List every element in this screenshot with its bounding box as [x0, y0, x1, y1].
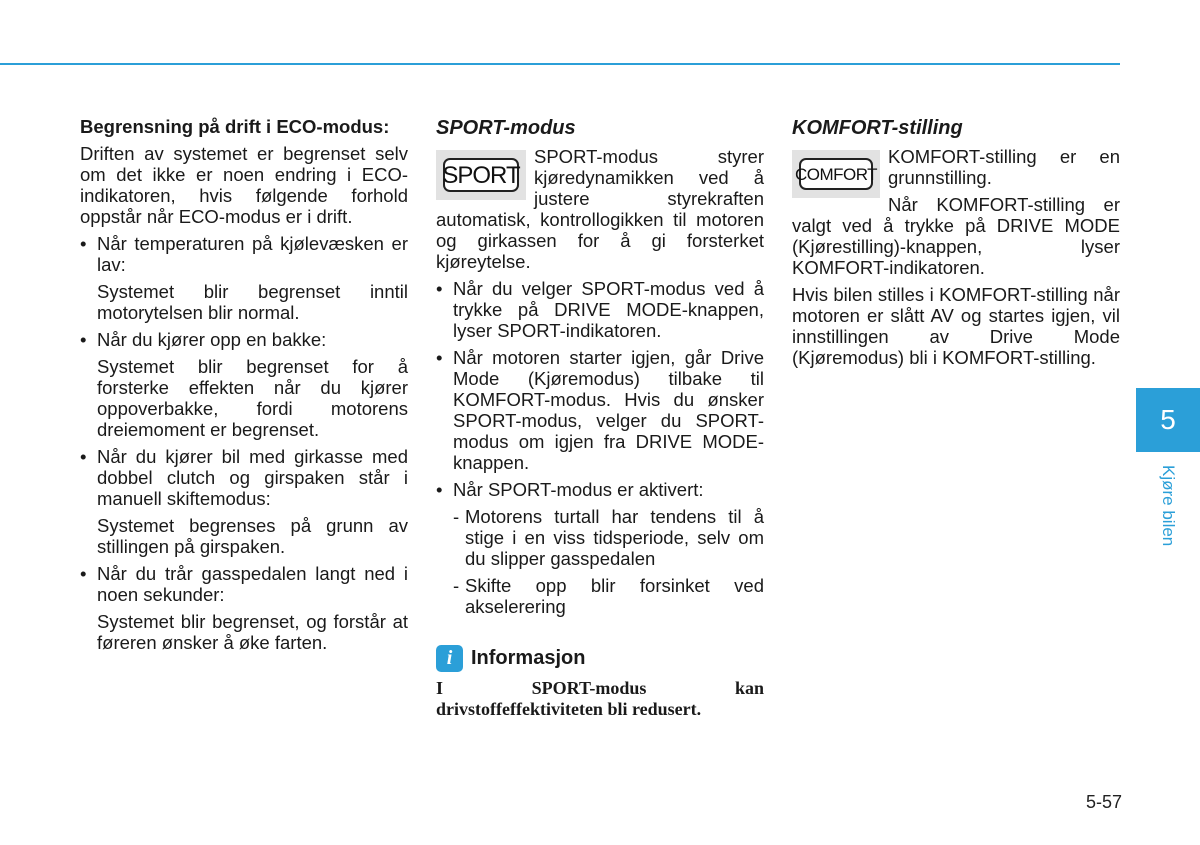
- sub-list-item: - Skifte opp blir forsinket ved akselerering: [436, 575, 764, 617]
- sport-mode-list: [436, 278, 764, 500]
- list-item-detail: Systemet begrenses på grunn av stillingen på girspaken.: [97, 515, 408, 557]
- eco-limit-intro: Driften av systemet er begrenset selv om det ikke er noen endring i ECO-indikatoren, hvis følgende forhold oppstår når ECO-modus er i drift.: [80, 143, 408, 227]
- info-text: I SPORT-modus kan drivstoffeffektiviteten bli redusert.: [436, 678, 764, 719]
- list-item-detail: Systemet blir begrenset, og forstår at føreren ønsker å øke farten.: [97, 611, 408, 653]
- info-icon: i: [436, 645, 463, 672]
- chapter-label: [1136, 456, 1200, 556]
- comfort-mode-title: KOMFORT-stilling: [792, 117, 963, 139]
- list-item: • Når du kjører opp en bakke:: [80, 329, 408, 350]
- chapter-number-tab: 5: [1136, 388, 1200, 452]
- chapter-label-text: Kjøre bilen: [1159, 465, 1178, 547]
- list-item-detail: Systemet blir begrenset for å forsterke effekten når du kjører oppoverbakke, fordi motorens dreiemoment er begrenset.: [97, 356, 408, 440]
- left-column: [80, 116, 408, 659]
- list-item: • Når du kjører bil med girkasse med dobbel clutch og girspaken står i manuell skiftemodus:: [80, 446, 408, 509]
- info-header: [436, 645, 764, 672]
- comfort-mode-icon: COMFORT: [799, 158, 873, 190]
- eco-limit-heading: Begrensning på drift i ECO-modus:: [80, 116, 390, 137]
- comfort-mode-para1: Når KOMFORT-stilling er valgt ved å trykke på DRIVE MODE (Kjørestilling)-knappen, lyser KOMFORT-indikatoren.: [792, 194, 1120, 278]
- comfort-mode-para2: Hvis bilen stilles i KOMFORT-stilling når motoren er slått AV og startes igjen, vil innstillingen av Drive Mode (Kjøremodus) bli i KOMFORT-stilling.: [792, 284, 1120, 368]
- list-item: • Når motoren starter igjen, går Drive Mode (Kjøremodus) tilbake til KOMFORT-modus. Hvis du ønsker SPORT-modus, velger du SPORT-modus om igjen fra DRIVE MODE-knappen.: [436, 347, 764, 473]
- list-item-detail: Systemet blir begrenset inntil motorytelsen blir normal.: [97, 281, 408, 323]
- comfort-badge-box: [792, 150, 880, 198]
- middle-column: [436, 116, 764, 720]
- sport-mode-icon: SPORT: [443, 158, 519, 192]
- header-rule: [0, 63, 1120, 65]
- sport-mode-title: SPORT-modus: [436, 117, 576, 139]
- sport-mode-intro: SPORT-modus styrer kjøredynamikken ved å justere styrekraften automatisk, kontrollogikken til motoren og girkassen for å gi forsterket kjøreytelse.: [436, 146, 764, 272]
- comfort-mode-intro: KOMFORT-stilling er en grunnstilling.: [888, 146, 1120, 188]
- eco-limit-list: [80, 233, 408, 653]
- page-number: 5-57: [1085, 792, 1122, 812]
- list-item: • Når SPORT-modus er aktivert:: [436, 479, 764, 500]
- right-column: [792, 116, 1120, 374]
- list-item: • Når temperaturen på kjølevæsken er lav:: [80, 233, 408, 275]
- sport-mode-sublist: [436, 506, 764, 617]
- sub-list-item: - Motorens turtall har tendens til å stige i en viss tidsperiode, selv om du slipper gasspedalen: [436, 506, 764, 569]
- sport-badge-box: [436, 150, 526, 200]
- list-item: • Når du trår gasspedalen langt ned i noen sekunder:: [80, 563, 408, 605]
- info-title: Informasjon: [471, 647, 586, 669]
- list-item: • Når du velger SPORT-modus ved å trykke på DRIVE MODE-knappen, lyser SPORT-indikatoren.: [436, 278, 764, 341]
